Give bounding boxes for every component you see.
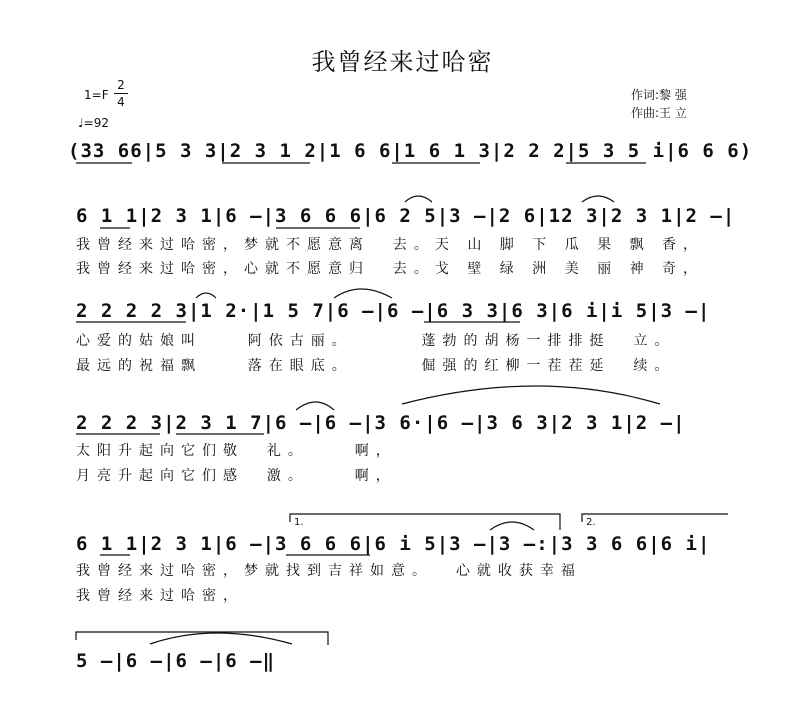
lyric-line-5-verse-1: 我曾经来过哈密，梦就找到吉祥如意。 心就收获幸福 xyxy=(76,563,582,579)
tempo-marking: ♩=92 xyxy=(78,116,109,130)
time-signature-bottom: 4 xyxy=(117,95,125,109)
notes-line-3: 2 2 2 2 3|1 2·|1 5 7|6 –|6 –|6 3 3|6 3|6 i|i 5|3 –| xyxy=(76,300,711,322)
ending-2-label: 2. xyxy=(586,517,596,528)
notes-line-2: 6 1 1|2 3 1|6 –|3 6 6 6|6 2 5|3 –|2 6|12 3|2 3 1|2 –| xyxy=(76,205,736,227)
slur-1 xyxy=(402,386,660,404)
time-signature-top: 2 xyxy=(117,78,125,92)
lyric-line-2-verse-1: 我曾经来过哈密，梦就不愿意离 去。天 山 脚 下 瓜 果 飘 香， xyxy=(76,237,705,253)
ending-2-bracket xyxy=(582,514,728,522)
key-signature: 1=F xyxy=(84,88,109,102)
tie-2 xyxy=(405,196,432,202)
ending-1-bracket xyxy=(290,514,560,530)
ending-1-label: 1. xyxy=(294,517,304,528)
page-title: 我曾经来过哈密 xyxy=(311,48,494,76)
tie-3 xyxy=(334,289,392,298)
tie-6 xyxy=(490,522,534,530)
composer: 作曲:王 立 xyxy=(631,106,687,120)
notes-line-1: (33 66|5 3 3|2 3 1 2|1 6 6|1 6 1 3|2 2 2|5 3 5 i|6 6 6) xyxy=(68,140,753,162)
tie-5 xyxy=(296,402,334,410)
lyric-line-2-verse-2: 我曾经来过哈密，心就不愿意归 去。戈 壁 绿 洲 美 丽 神 奇， xyxy=(76,261,705,277)
lyric-line-3-verse-2: 最远的祝福飘 落在眼底。 倔强的红柳一茬茬延 续。 xyxy=(76,358,676,374)
tie-4 xyxy=(196,293,216,298)
notes-line-5: 6 1 1|2 3 1|6 –|3 6 6 6|6 i 5|3 –|3 –:|3 3 6 6|6 i| xyxy=(76,533,711,555)
notes-line-6: 5 –|6 –|6 –|6 –‖ xyxy=(76,650,276,672)
lyric-line-4-verse-2: 月亮升起向它们感 激。 啊， xyxy=(76,468,397,484)
tie-1 xyxy=(582,196,614,202)
tie-7 xyxy=(150,633,292,644)
lyric-line-4-verse-1: 太阳升起向它们敬 礼。 啊， xyxy=(76,443,397,459)
lyricist: 作词:黎 强 xyxy=(631,88,687,102)
notes-line-4: 2 2 2 3|2 3 1 7|6 –|6 –|3 6·|6 –|3 6 3|2 3 1|2 –| xyxy=(76,412,686,434)
lyric-line-5-verse-2: 我曾经来过哈密， xyxy=(76,588,244,604)
lyric-line-3-verse-1: 心爱的姑娘叫 阿依古丽。 蓬勃的胡杨一排排挺 立。 xyxy=(76,333,676,349)
